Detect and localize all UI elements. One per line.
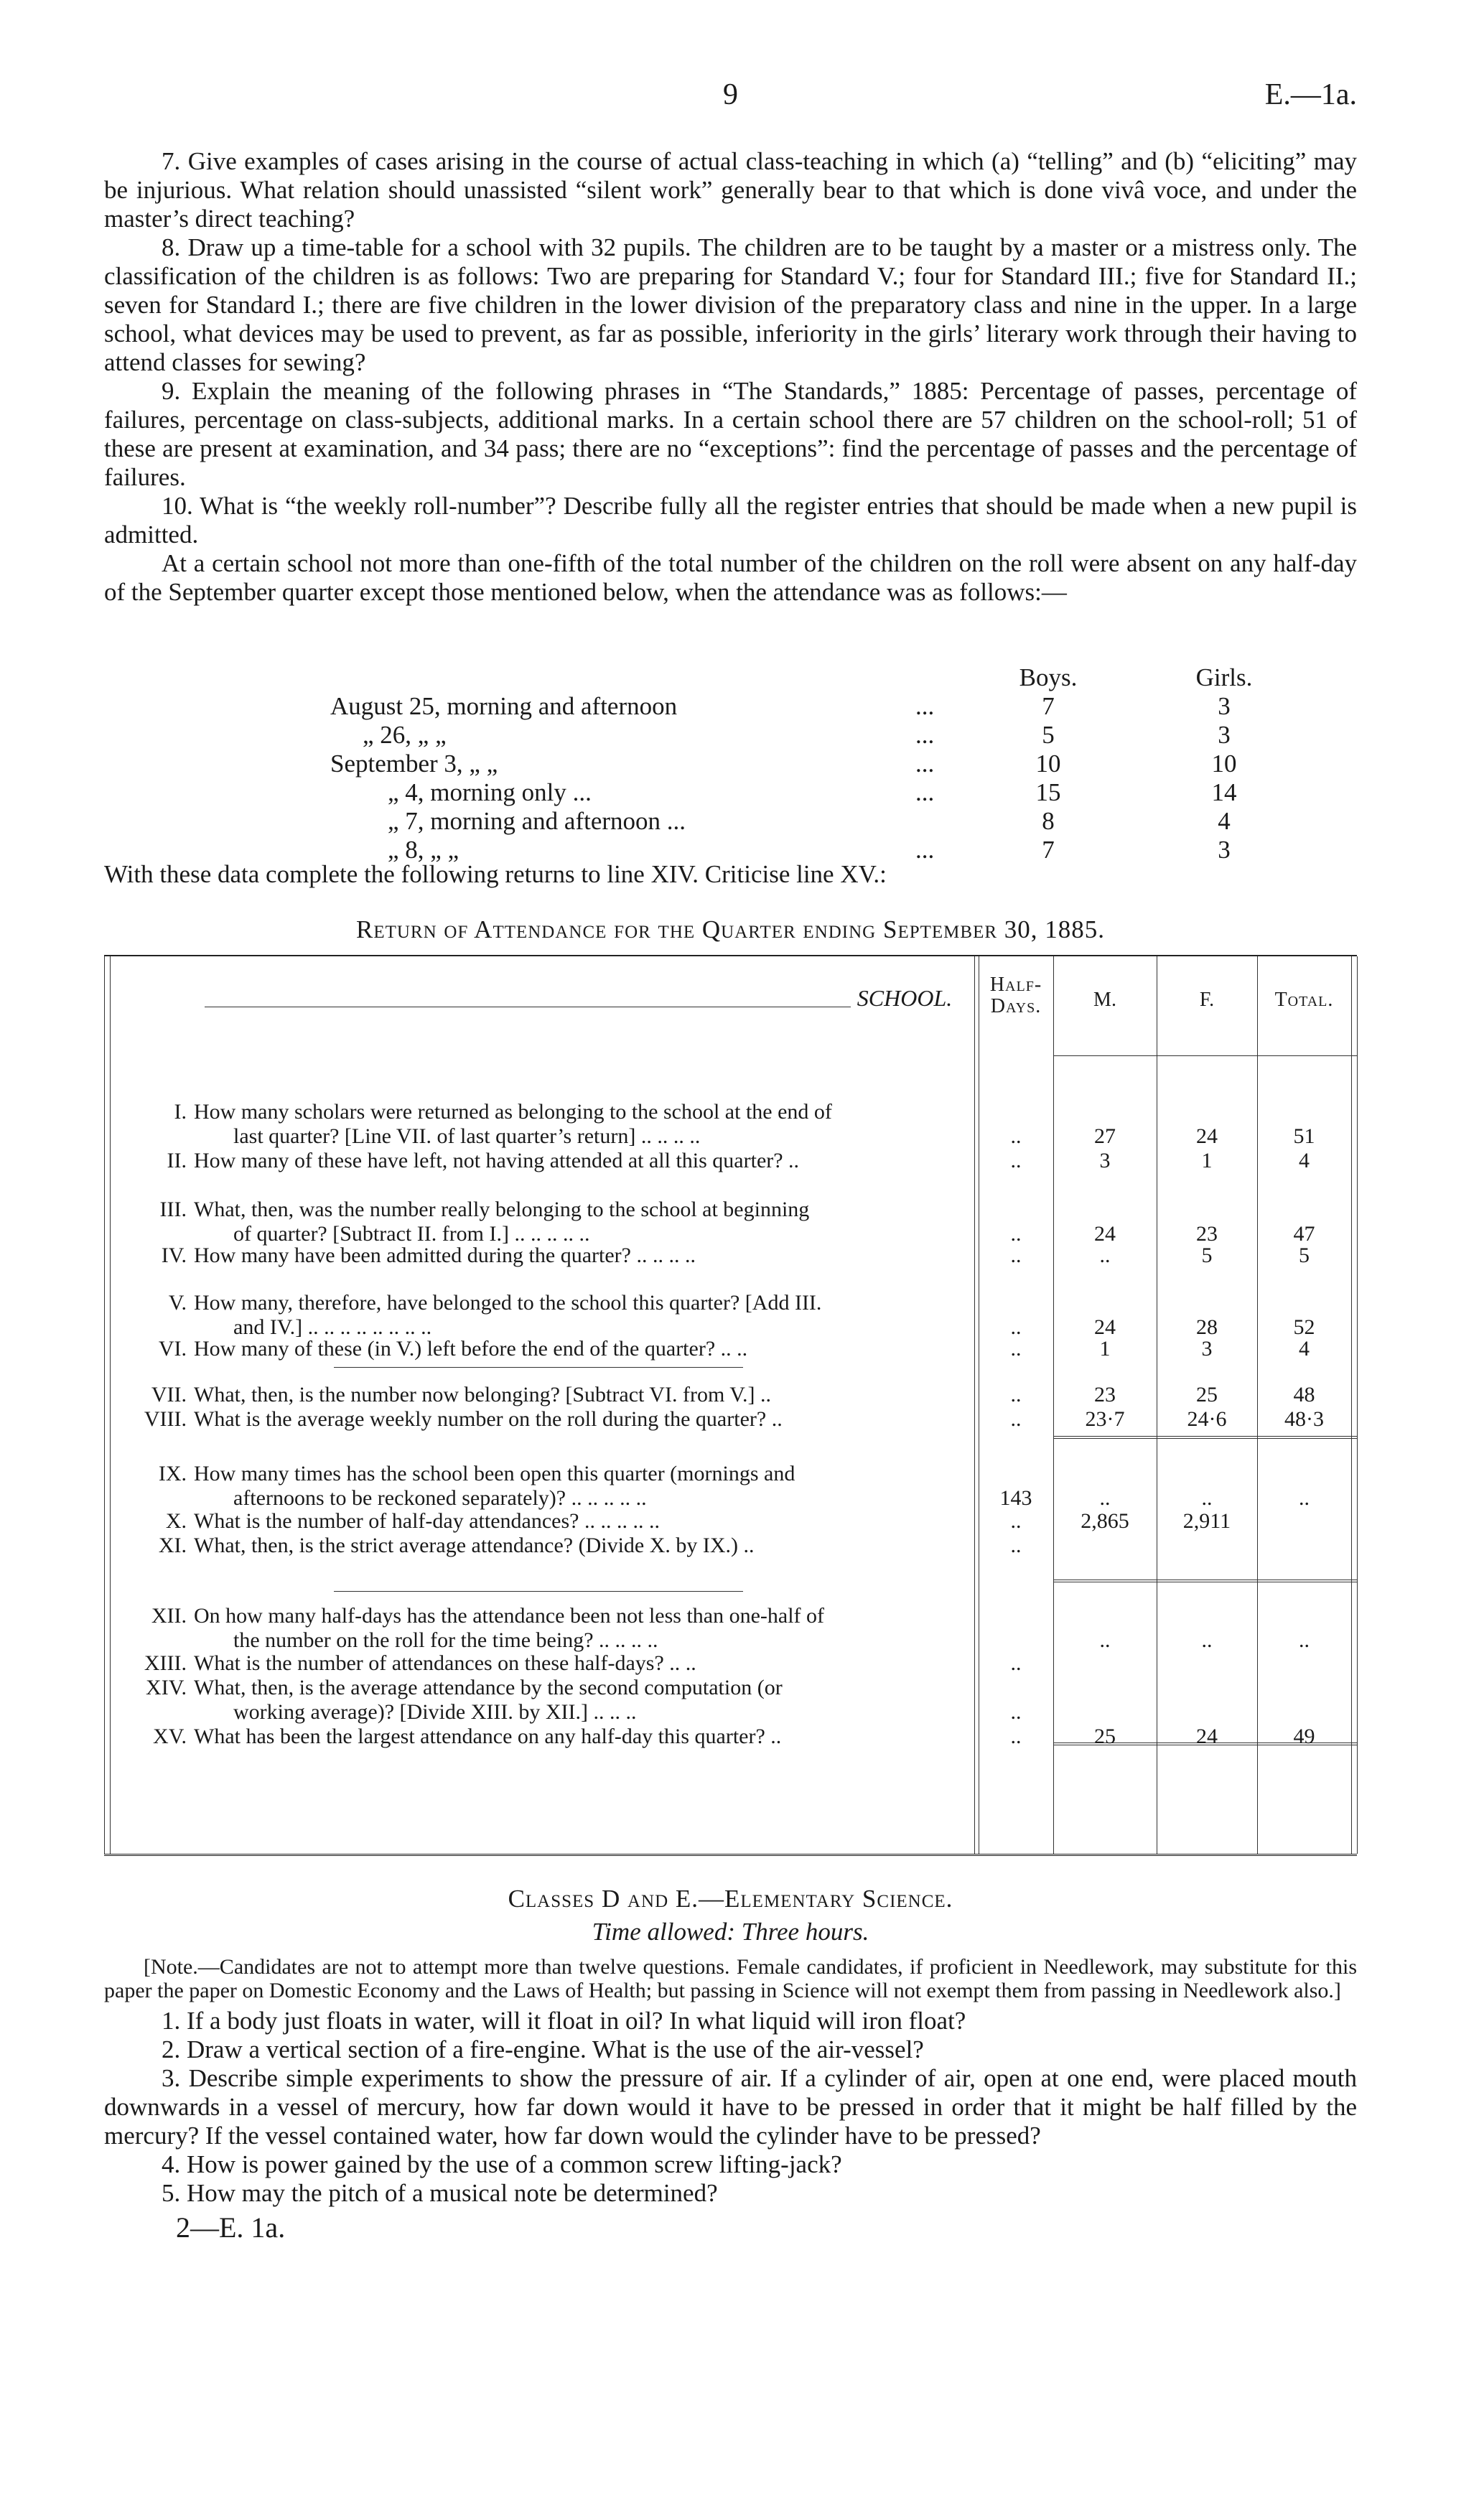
cell-f: 23 — [1196, 1222, 1218, 1246]
cell-half: .. — [1010, 1700, 1022, 1724]
leader-dots: ... — [915, 750, 935, 778]
return-title: Return of Attendance for the Quarter ending September 30, 1885. — [355, 915, 1106, 943]
cell-t: 5 — [1299, 1244, 1310, 1267]
boys-value: 5 — [1042, 721, 1055, 749]
row-number: VII. — [151, 1383, 187, 1406]
page-number: 9 — [723, 78, 738, 111]
cell-half: .. — [1010, 1651, 1022, 1675]
table-row — [165, 1509, 660, 1534]
girls-value: 4 — [1218, 807, 1231, 835]
cell-t: 49 — [1293, 1725, 1315, 1748]
questions-part-1 — [104, 147, 1357, 607]
cell-m: 23·7 — [1085, 1407, 1125, 1431]
cell-f: .. — [1201, 1628, 1213, 1652]
cell-f: 25 — [1196, 1383, 1218, 1406]
cell-t: 48·3 — [1284, 1407, 1324, 1431]
cell-m: .. — [1099, 1244, 1111, 1267]
row-number: XII. — [151, 1604, 187, 1628]
science-question-4: 4. How is power gained by the use of a common screw lifting-jack? — [162, 2150, 842, 2178]
total-header: Total. — [1274, 989, 1334, 1011]
cell-m: 24 — [1094, 1222, 1116, 1246]
row-question-text: afternoons to be reckoned separately)? .. .. .. .. .. — [233, 1486, 647, 1510]
attendance-label: „ 8, „ „ — [388, 836, 459, 864]
cell-f: 24·6 — [1187, 1407, 1227, 1431]
question-9: 9. Explain the meaning of the following phrases in “The Standards,” 1885: Percentage of passes, percentage of failures, percentage on class-subjects, additional marks. In a certain school there are 57 children on the school-roll; 51 of these are present at examination, and 34 pass; there are no “exceptions”: find the percentage of passes and the percentage of failures. — [104, 377, 1357, 491]
row-question-text: What, then, is the average attendance by the second computation (or — [194, 1676, 783, 1699]
cell-half: .. — [1010, 1509, 1022, 1533]
boys-value: 8 — [1042, 807, 1055, 835]
girls-value: 3 — [1218, 721, 1231, 749]
leader-dots: ... — [915, 778, 935, 806]
boys-value: 7 — [1042, 692, 1055, 720]
row-number: VI. — [158, 1337, 187, 1361]
row-number: IX. — [158, 1462, 187, 1485]
cell-t: 51 — [1293, 1124, 1315, 1148]
school-header: SCHOOL. — [857, 985, 953, 1011]
leader-dots: ... — [915, 836, 935, 864]
row-number: IV. — [161, 1244, 187, 1267]
table-row — [174, 1100, 832, 1149]
row-question-text: What, then, is the strict average attendance? (Divide X. by IX.) .. — [194, 1534, 755, 1557]
row-number: II. — [167, 1149, 187, 1172]
row-question-text: What is the number of attendances on these half-days? .. .. — [194, 1651, 696, 1675]
table-row — [151, 1383, 772, 1407]
row-number: VIII. — [144, 1407, 187, 1431]
girls-header: Girls. — [1195, 663, 1253, 691]
cell-half: .. — [1010, 1725, 1022, 1748]
cell-f: 24 — [1196, 1725, 1218, 1748]
question-10: 10. What is “the weekly roll-number”? Describe fully all the register entries that should be made when a new pupil is admitted. — [104, 492, 1357, 549]
row-number: XIII. — [144, 1651, 187, 1675]
boys-header: Boys. — [1019, 663, 1078, 691]
row-question-text: What has been the largest attendance on any half-day this quarter? .. — [194, 1725, 782, 1748]
cell-f: 5 — [1201, 1244, 1213, 1267]
time-allowed: Time allowed: Three hours. — [592, 1918, 869, 1946]
cell-m: 24 — [1094, 1315, 1116, 1339]
row-question-text: What, then, is the number now belonging? [Subtract VI. from V.] .. — [194, 1383, 772, 1406]
boys-value: 7 — [1042, 836, 1055, 864]
section-note: [Note.—Candidates are not to attempt more than twelve questions. Female candidates, if proficient in Needlework, may substitute for this paper the paper on Domestic Economy and the Laws of Health; but passing in Science will not exempt them from passing in Needlework also.] — [104, 1955, 1357, 2002]
table-row — [167, 1149, 800, 1173]
row-number: XV. — [153, 1725, 187, 1748]
science-section — [104, 1885, 1357, 2242]
row-number: I. — [174, 1100, 187, 1124]
science-question-2: 2. Draw a vertical section of a fire-engine. What is the use of the air-vessel? — [162, 2035, 924, 2063]
cell-f: 3 — [1201, 1337, 1213, 1361]
leader-dots: ... — [915, 721, 935, 749]
section-title: Classes D and E.—Elementary Science. — [508, 1885, 953, 1913]
cell-f: 2,911 — [1182, 1509, 1231, 1533]
cell-half: .. — [1010, 1149, 1022, 1172]
row-question-text: How many scholars were returned as belonging to the school at the end of — [194, 1100, 832, 1124]
page-header — [104, 78, 1357, 121]
signature-mark: 2—E. 1a. — [176, 2211, 286, 2244]
table-row — [146, 1676, 783, 1725]
girls-value: 10 — [1211, 750, 1237, 778]
cell-m: 23 — [1094, 1383, 1116, 1406]
row-number: V. — [168, 1291, 187, 1315]
table-row — [153, 1725, 782, 1749]
row-number: X. — [165, 1509, 187, 1533]
instruction-line: With these data complete the following returns to line XIV. Criticise line XV.: — [104, 860, 887, 888]
row-question-text: working average)? [Divide XIII. by XII.] .. .. .. — [233, 1700, 637, 1724]
row-question-text: and IV.] .. .. .. .. .. .. .. .. — [233, 1315, 432, 1339]
cell-half: .. — [1010, 1222, 1022, 1246]
question-8: 8. Draw up a time-table for a school with 32 pupils. The children are to be taught by a master or a mistress only. The classification of the children is as follows: Two are preparing for Standard V.; four for Standard III.; five for Standard II.; seven for Standard I.; there are five children in the lower division of the preparatory class and nine in the upper. In a large school, what devices may be used to prevent, as far as possible, inferiority in the girls’ literary work through their having to attend classes for sewing? — [104, 233, 1357, 376]
cell-m: .. — [1099, 1486, 1111, 1510]
table-row — [158, 1462, 795, 1511]
table-row — [144, 1651, 696, 1676]
row-question-text: How many times has the school been open this quarter (mornings and — [194, 1462, 795, 1485]
cell-m: 3 — [1099, 1149, 1111, 1172]
table-row — [158, 1534, 755, 1558]
cell-half: .. — [1010, 1315, 1022, 1339]
table-row — [158, 1337, 748, 1361]
leader-dots: ... — [915, 692, 935, 720]
row-question-text: the number on the roll for the time being? .. .. .. .. — [233, 1628, 658, 1652]
cell-half: .. — [1010, 1383, 1022, 1406]
cell-m: 2,865 — [1081, 1509, 1129, 1533]
cell-half: .. — [1010, 1407, 1022, 1431]
table-row — [151, 1604, 825, 1653]
row-number: III. — [159, 1198, 187, 1221]
cell-t: 4 — [1299, 1337, 1310, 1361]
cell-f: 24 — [1196, 1124, 1218, 1148]
cell-half: .. — [1010, 1124, 1022, 1148]
boys-value: 15 — [1035, 778, 1061, 806]
cell-f: .. — [1201, 1486, 1213, 1510]
return-table — [104, 955, 1357, 1856]
row-number: XIV. — [146, 1676, 187, 1699]
cell-m: .. — [1099, 1628, 1111, 1652]
row-question-text: How many, therefore, have belonged to the school this quarter? [Add III. — [194, 1291, 822, 1315]
m-header: M. — [1093, 989, 1116, 1011]
table-row — [168, 1291, 822, 1340]
girls-value: 3 — [1218, 836, 1231, 864]
cell-half: .. — [1010, 1244, 1022, 1267]
table-row — [161, 1244, 696, 1268]
row-question-text: last quarter? [Line VII. of last quarter’s return] .. .. .. .. — [233, 1124, 701, 1148]
cell-t: 47 — [1293, 1222, 1315, 1246]
science-question-3: 3. Describe simple experiments to show the pressure of air. If a cylinder of air, open at one end, were placed mouth downwards in a vessel of mercury, how far down would it have to be pressed in order that it might be half filled by the mercury? If the vessel contained water, how far down would the cylinder have to be pressed? — [104, 2064, 1357, 2150]
attendance-label: „ 7, morning and afternoon ... — [388, 807, 686, 835]
row-question-text: How many of these (in V.) left before the end of the quarter? .. .. — [194, 1337, 748, 1361]
cell-t: 48 — [1293, 1383, 1315, 1406]
cell-t: 52 — [1293, 1315, 1315, 1339]
girls-value: 3 — [1218, 692, 1231, 720]
cell-f: 1 — [1201, 1149, 1213, 1172]
cell-half: 143 — [999, 1486, 1032, 1510]
boys-value: 10 — [1035, 750, 1061, 778]
question-7: 7. Give examples of cases arising in the course of actual class-teaching in which (a) “telling” and (b) “eliciting” may be injurious. What relation should unassisted “silent work” generally bear to that which is done vivâ voce, and under the master’s direct teaching? — [104, 147, 1357, 233]
cell-m: 1 — [1099, 1337, 1111, 1361]
attendance-label: „ 4, morning only ... — [388, 778, 592, 806]
cell-m: 27 — [1094, 1124, 1116, 1148]
cell-t: .. — [1299, 1486, 1310, 1510]
half-days-header: Half-Days. — [989, 974, 1042, 1017]
row-question-text: of quarter? [Subtract II. from I.] .. .. .. .. .. — [233, 1222, 590, 1246]
f-header: F. — [1199, 989, 1215, 1011]
row-question-text: How many have been admitted during the quarter? .. .. .. .. — [194, 1244, 696, 1267]
row-number: XI. — [158, 1534, 187, 1557]
question-10-attendance: At a certain school not more than one-fifth of the total number of the children on the roll were absent on any half-day of the September quarter except those mentioned below, when the attendance was as follows:— — [104, 549, 1357, 606]
attendance-label: August 25, morning and afternoon — [330, 692, 678, 720]
science-question-5: 5. How may the pitch of a musical note be determined? — [162, 2179, 718, 2207]
row-question-text: On how many half-days has the attendance been not less than one-half of — [194, 1604, 825, 1628]
girls-value: 14 — [1211, 778, 1237, 806]
science-question-1: 1. If a body just floats in water, will it float in oil? In what liquid will iron float? — [162, 2007, 966, 2035]
row-question-text: What, then, was the number really belonging to the school at beginning — [194, 1198, 810, 1221]
cell-f: 28 — [1196, 1315, 1218, 1339]
cell-m: 25 — [1094, 1725, 1116, 1748]
attendance-label: September 3, „ „ — [330, 750, 498, 778]
cell-half: .. — [1010, 1337, 1022, 1361]
cell-half: .. — [1010, 1534, 1022, 1557]
document-code: E.—1a. — [1264, 78, 1357, 111]
table-row — [159, 1198, 810, 1246]
row-question-text: What is the number of half-day attendances? .. .. .. .. .. — [194, 1509, 660, 1533]
row-question-text: What is the average weekly number on the roll during the quarter? .. — [194, 1407, 783, 1431]
attendance-label: „ 26, „ „ — [363, 721, 447, 749]
table-row — [144, 1407, 783, 1432]
row-question-text: How many of these have left, not having attended at all this quarter? .. — [194, 1149, 800, 1172]
cell-t: 4 — [1299, 1149, 1310, 1172]
cell-t: .. — [1299, 1628, 1310, 1652]
